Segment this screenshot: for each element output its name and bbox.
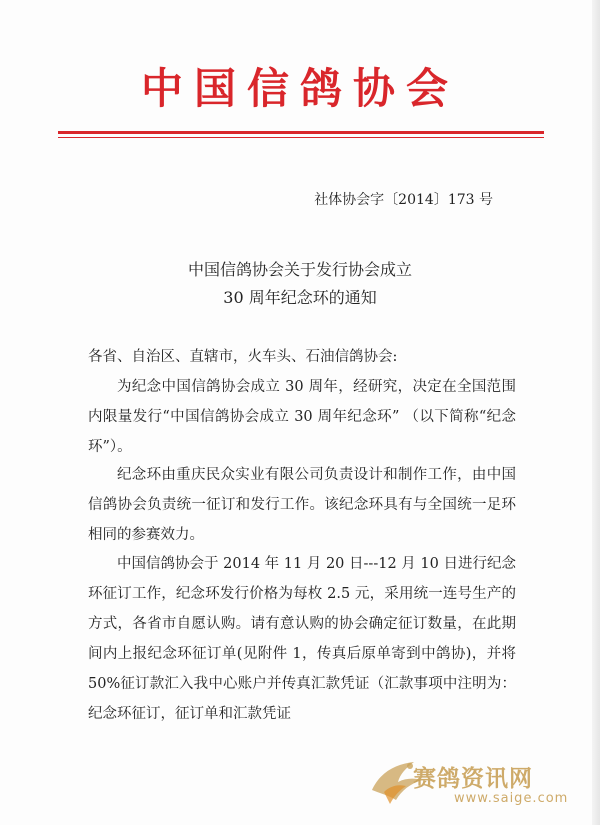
letterhead-rule-thick — [58, 131, 544, 134]
watermark-url: www.saige.com — [454, 791, 569, 806]
scan-edge — [592, 0, 600, 825]
document-number: 社体协会字〔2014〕173 号 — [314, 192, 493, 208]
letterhead-title: 中国信鸽协会 — [140, 64, 459, 113]
watermark-site-name: 赛鸽资讯网 — [413, 766, 533, 792]
letterhead-rule-thin — [58, 137, 544, 138]
site-watermark — [366, 750, 596, 818]
paragraph-2: 纪念环由重庆民众实业有限公司负责设计和制作工作，由中国信鸽协会负责统一征订和发行工作。该纪念环具有与全国统一足环相同的参赛效力。 — [88, 467, 516, 543]
paragraph-3: 中国信鸽协会于 2014 年 11 月 20 日---12 月 10 日进行纪念环征订工作，纪念环发行价格为每枚 2.5 元，采用统一连号生产的方式，各省市自愿认购。请有意认购的协会确定征订数量，在此期间内上报纪念环征订单(见附件 1，传真后原单寄到中鸽协)，并将 50%征订款汇入我中心账户并传真汇款凭证（汇款事项中注明为：纪念环征订，征订单和汇款凭证 — [88, 556, 516, 722]
salutation: 各省、自治区、直辖市，火车头、石油信鸽协会: — [88, 349, 398, 365]
paragraph-1: 为纪念中国信鸽协会成立 30 周年，经研究，决定在全国范围内限量发行“中国信鸽协会成立 30 周年纪念环” （以下简称“纪念环”）。 — [88, 379, 516, 455]
notice-title-line-1: 中国信鸽协会关于发行协会成立 — [187, 260, 412, 279]
notice-title-line-2: 30 周年纪念环的通知 — [223, 288, 377, 307]
